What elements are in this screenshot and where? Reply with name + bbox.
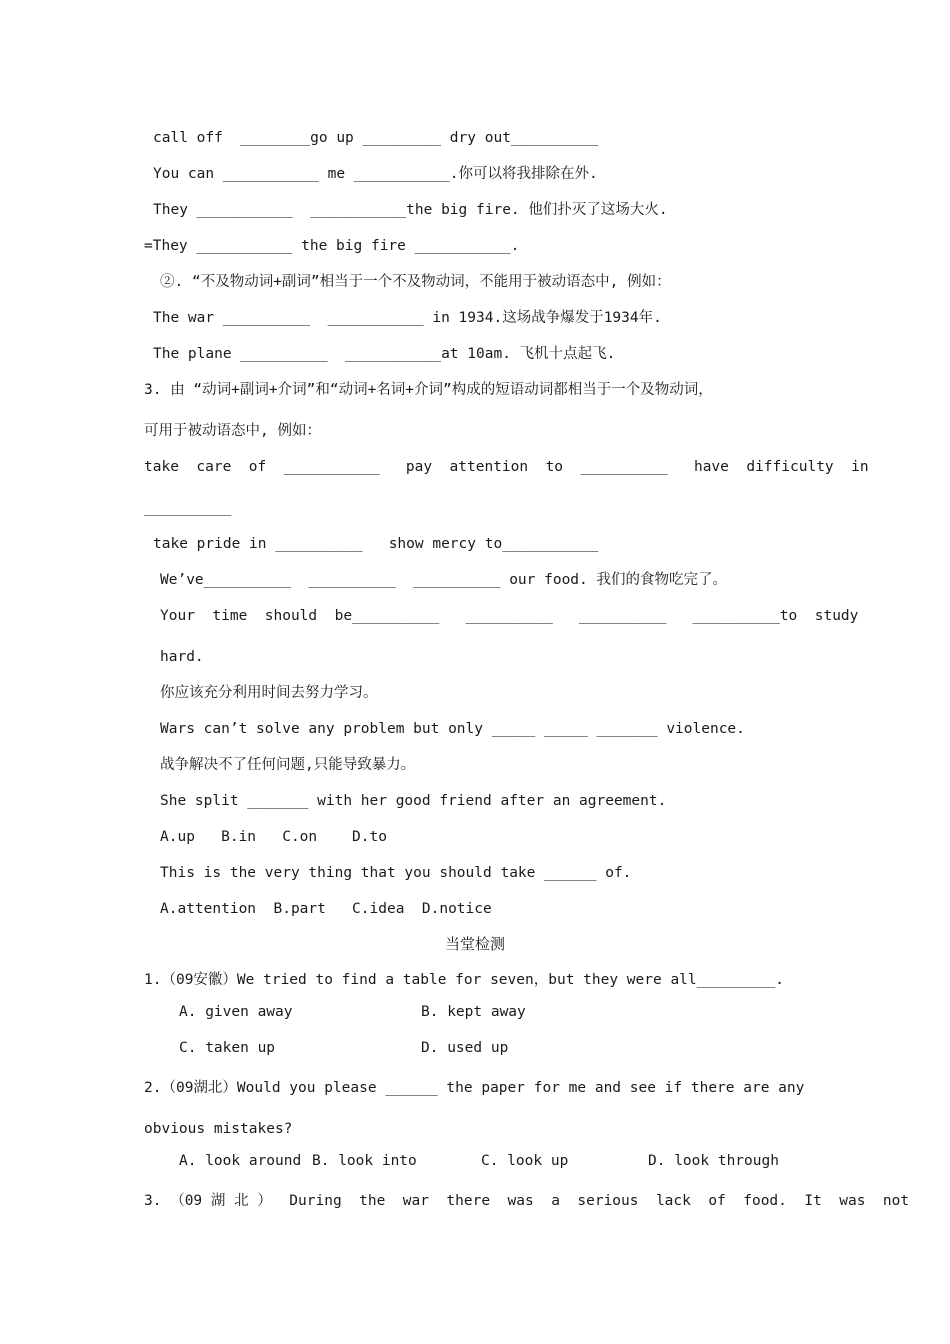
phrase-list-line: call off ________go up _________ dry out__________ bbox=[153, 130, 599, 146]
example-sentence: You can ___________ me ___________.你可以将我排除在外. bbox=[153, 166, 598, 182]
phrase-list-line: take care of ___________ pay attention to __________ have difficulty in bbox=[144, 459, 869, 475]
example-sentence: Your time should be__________ __________ __________ __________to study bbox=[160, 608, 859, 624]
option-d: D. used up bbox=[421, 1040, 509, 1056]
exercise-options: A.attention B.part C.idea D.notice bbox=[160, 901, 492, 917]
example-sentence-continued: hard. bbox=[160, 649, 204, 665]
phrase-list-line: __________ bbox=[144, 500, 232, 516]
translation: 你应该充分利用时间去努力学习。 bbox=[160, 685, 378, 701]
section-title: 当堂检测 bbox=[444, 935, 505, 953]
question-stem-continued: obvious mistakes? bbox=[144, 1121, 293, 1137]
translation: 战争解决不了任何问题,只能导致暴力。 bbox=[160, 757, 416, 773]
exercise-sentence: She split _______ with her good friend after an agreement. bbox=[160, 793, 667, 809]
exercise-sentence: This is the very thing that you should take ______ of. bbox=[160, 865, 632, 881]
example-sentence: Wars can’t solve any problem but only _____ _____ _______ violence. bbox=[160, 721, 745, 737]
option-a: A. look around bbox=[179, 1153, 302, 1169]
question-stem: 2.（09湖北）Would you please ______ the paper for me and see if there are any bbox=[144, 1080, 805, 1096]
phrase-list-line: take pride in __________ show mercy to___________ bbox=[153, 536, 599, 552]
question-stem: 3. （09 湖 北 ） During the war there was a serious lack of food. It was not bbox=[144, 1193, 910, 1209]
example-sentence: They ___________ ___________the big fire. 他们扑灭了这场大火. bbox=[153, 202, 668, 218]
exercise-options: A.up B.in C.on D.to bbox=[160, 829, 387, 845]
example-sentence: =They ___________ the big fire ___________. bbox=[144, 238, 520, 254]
question-stem: 1.（09安徽）We tried to find a table for seven，but they were all_________. bbox=[144, 972, 784, 988]
option-c: C. look up bbox=[481, 1153, 569, 1169]
rule-heading: 3. 由 “动词+副词+介词”和“动词+名词+介词”构成的短语动词都相当于一个及物动词， bbox=[144, 382, 713, 398]
example-sentence: The plane __________ ___________at 10am. 飞机十点起飞. bbox=[153, 346, 616, 362]
option-b: B. kept away bbox=[421, 1004, 526, 1020]
option-d: D. look through bbox=[648, 1153, 779, 1169]
option-a: A. given away bbox=[179, 1004, 293, 1020]
example-sentence: The war __________ ___________ in 1934.这场战争爆发于1934年. bbox=[153, 310, 662, 326]
example-sentence: We’ve__________ __________ __________ our food. 我们的食物吃完了。 bbox=[160, 572, 727, 588]
rule-heading-continued: 可用于被动语态中, 例如： bbox=[144, 423, 321, 439]
option-c: C. taken up bbox=[179, 1040, 276, 1056]
option-b: B. look into bbox=[312, 1153, 417, 1169]
rule-heading: ②. “不及物动词+副词”相当于一个不及物动词，不能用于被动语态中, 例如： bbox=[160, 274, 671, 290]
